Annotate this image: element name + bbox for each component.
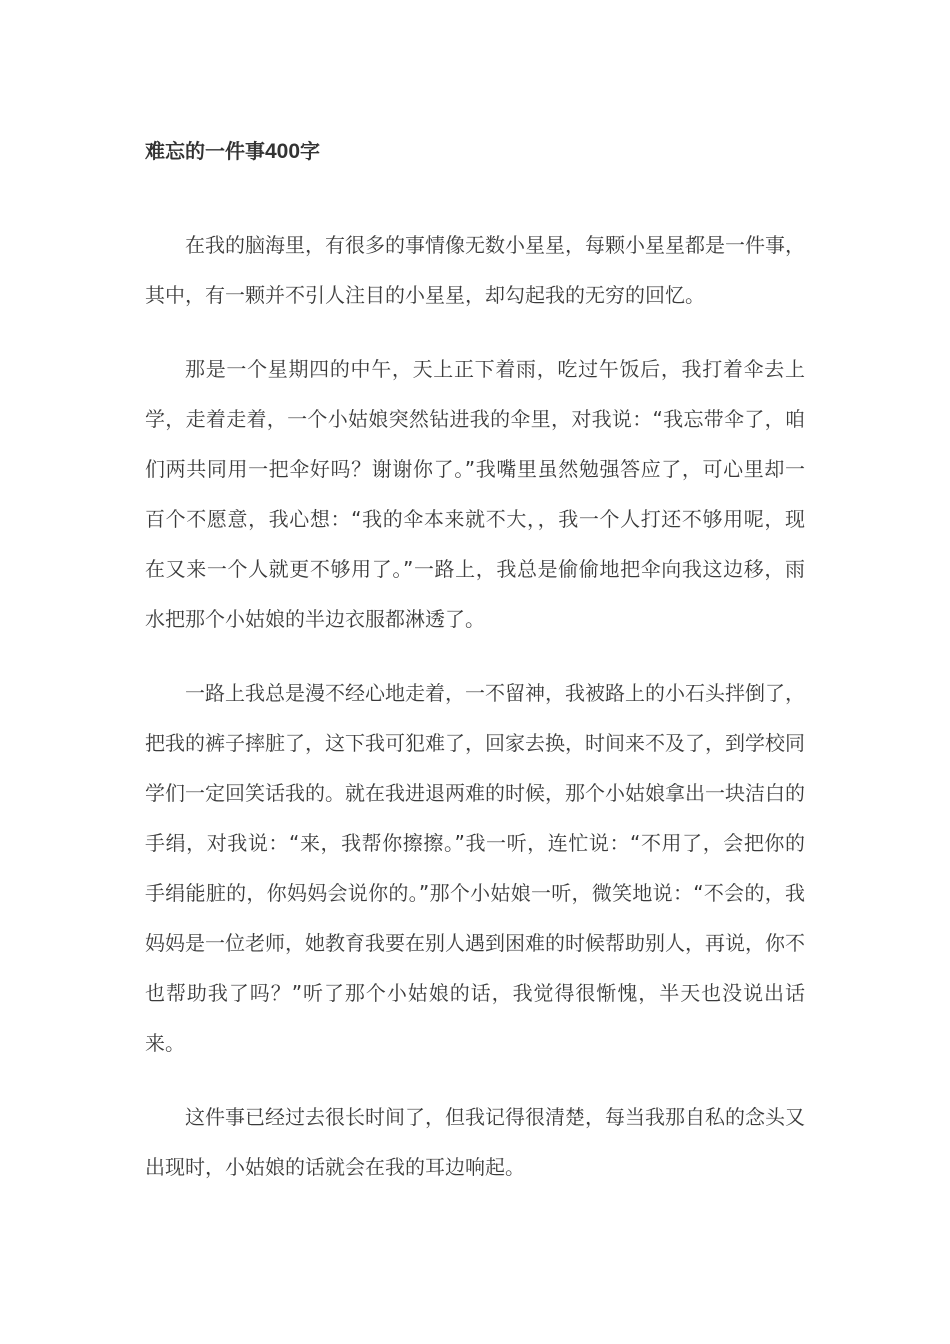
- title-suffix: 字: [300, 139, 321, 163]
- paragraph-1: 在我的脑海里，有很多的事情像无数小星星，每颗小星星都是一件事，其中，有一颗并不引人注目的小星星，却勾起我的无穷的回忆。: [145, 233, 805, 307]
- paragraph-4: 这件事已经过去很长时间了，但我记得很清楚，每当我那自私的念头又出现时，小姑娘的话就会在我的耳边响起。: [145, 1105, 805, 1179]
- paragraph-2: 那是一个星期四的中午，天上正下着雨，吃过午饭后，我打着伞去上学，走着走着，一个小姑娘突然钻进我的伞里，对我说：“我忘带伞了，咱们两共同用一把伞好吗？谢谢你了。”我嘴里虽然勉强答应了，可心里却一百个不愿意，我心想：“我的伞本来就不大，，我一个人打还不够用呢，现在又来一个人就更不够用了。”一路上，我总是偷偷地把伞向我这边移，雨水把那个小姑娘的半边衣服都淋透了。: [145, 357, 805, 631]
- title-number: 400: [265, 140, 301, 163]
- document-title: [145, 136, 320, 167]
- title-text: 难忘的一件事: [145, 139, 265, 163]
- document-body: [145, 220, 805, 1216]
- paragraph-3: 一路上我总是漫不经心地走着，一不留神，我被路上的小石头拌倒了，把我的裤子摔脏了，这下我可犯难了，回家去换，时间来不及了，到学校同学们一定回笑话我的。就在我进退两难的时候，那个小姑娘拿出一块洁白的手绢，对我说：“来，我帮你擦擦。”我一听，连忙说：“不用了，会把你的手绢能脏的，你妈妈会说你的。”那个小姑娘一听，微笑地说：“不会的，我妈妈是一位老师，她教育我要在别人遇到困难的时候帮助别人，再说，你不也帮助我了吗？”听了那个小姑娘的话，我觉得很惭愧，半天也没说出话来。: [145, 681, 805, 1055]
